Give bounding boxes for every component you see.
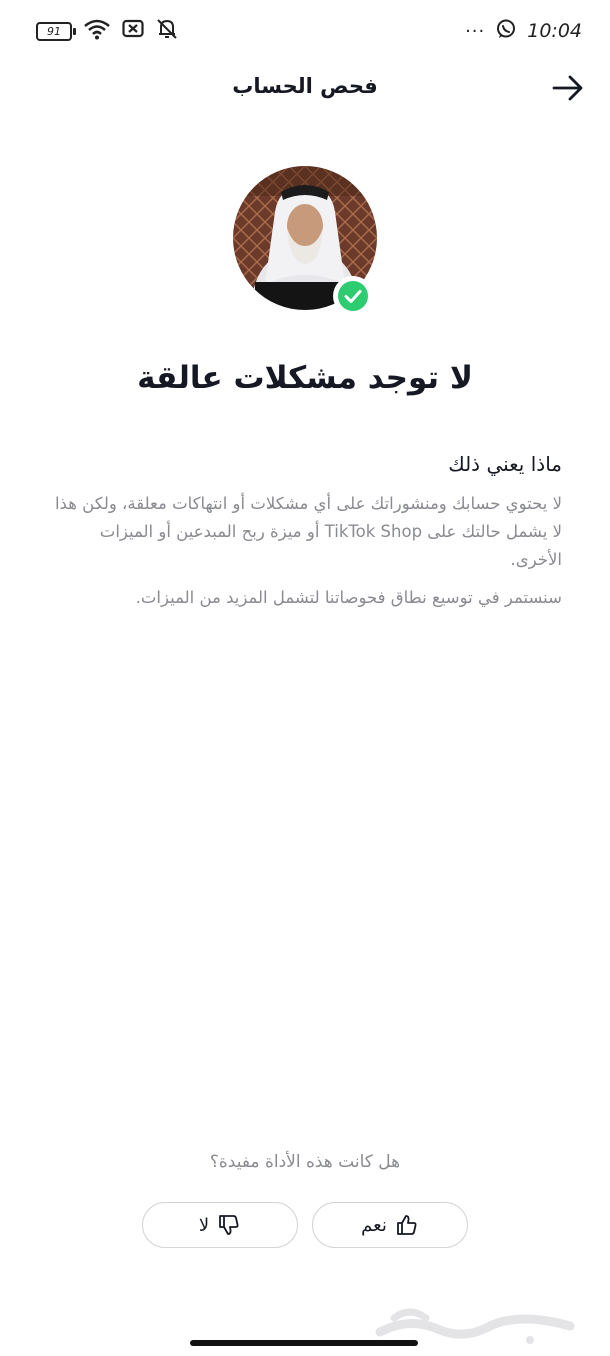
wifi-icon — [84, 18, 110, 44]
whatsapp-icon — [495, 18, 517, 44]
thumbs-up-icon — [395, 1213, 419, 1237]
status-headline: لا توجد مشكلات عالقة — [137, 360, 473, 396]
explanation-paragraph: سنستمر في توسيع نطاق فحوصاتنا لتشمل المزيد من الميزات. — [135, 588, 562, 607]
explanation-title: ماذا يعني ذلك — [448, 452, 562, 476]
explanation-section — [48, 452, 562, 622]
yes-label: نعم — [361, 1214, 387, 1236]
battery-icon — [36, 22, 72, 41]
arrow-right-icon — [550, 70, 586, 106]
feedback-question: هل كانت هذه الأداة مفيدة؟ — [209, 1152, 401, 1172]
status-icons-right — [465, 18, 582, 44]
check-circle-icon — [333, 276, 373, 316]
page-title: فحص الحساب — [232, 74, 378, 98]
back-button[interactable] — [550, 70, 586, 106]
status-icons-left — [36, 18, 178, 44]
battery-level: 91 — [47, 24, 61, 38]
status-bar — [0, 0, 610, 60]
no-button[interactable] — [142, 1202, 298, 1248]
overflow-dots: ··· — [465, 20, 486, 42]
sim-off-icon — [122, 19, 144, 43]
nav-bar — [0, 60, 610, 114]
explanation-paragraph: لا يحتوي حسابك ومنشوراتك على أي مشكلات أو انتهاكات معلقة، ولكن هذا لا يشمل حالتك على TikTok Shop أو ميزة ربح المبدعين أو الميزات الأخرى. — [54, 494, 562, 569]
no-label: لا — [198, 1214, 210, 1236]
thumbs-down-icon — [217, 1213, 241, 1237]
clock: 10:04 — [527, 20, 582, 42]
yes-button[interactable] — [312, 1202, 468, 1248]
home-indicator[interactable] — [190, 1340, 418, 1346]
bell-off-icon — [156, 18, 178, 44]
avatar-container — [233, 166, 377, 310]
